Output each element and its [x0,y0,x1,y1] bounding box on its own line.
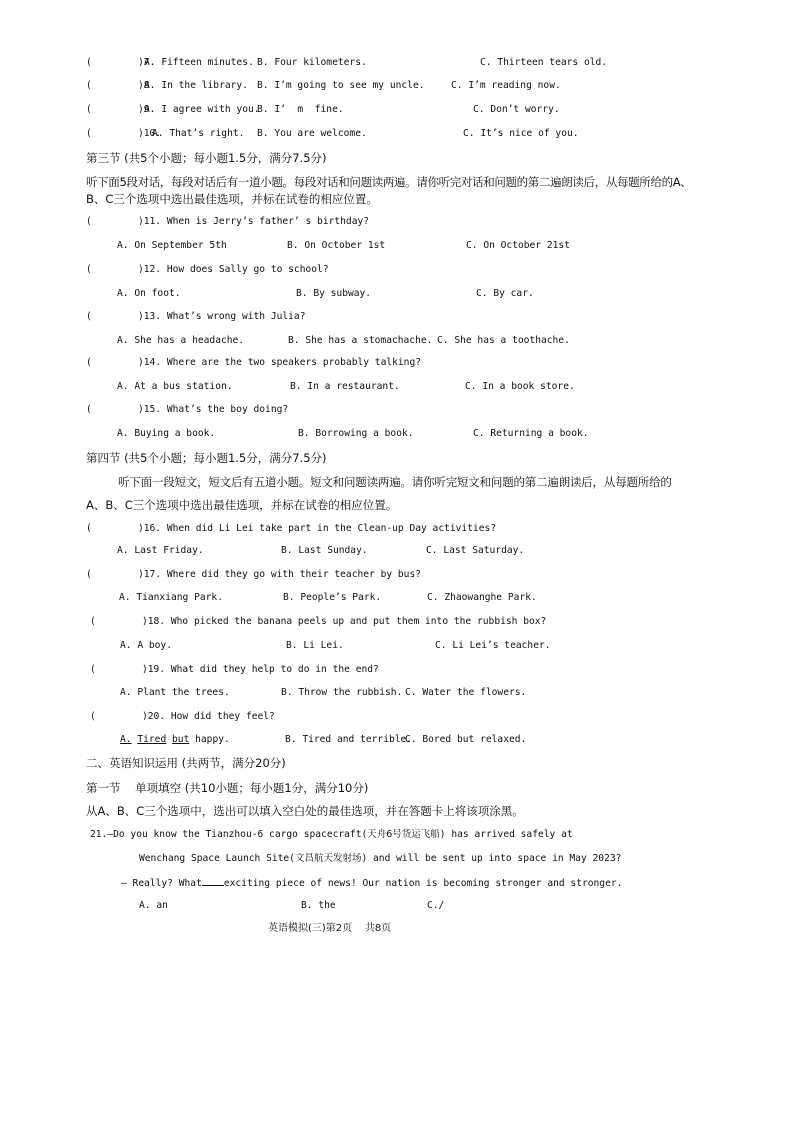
q8-option-c: C. I’m reading now. [451,80,561,91]
q21-blank [202,876,224,886]
q12-option-c: C. By car. [476,288,534,299]
q13-option-a: A. She has a headache. [117,335,245,346]
q9-option-b: B. I’ m fine. [257,104,344,115]
q21-line3-text-b: exciting piece of news! Our nation is becoming stronger and stronger. [223,878,623,889]
q15-option-a: A. Buying a book. [117,428,216,439]
q16-option-a: A. Last Friday. [117,545,204,556]
q11-option-a: A. On September 5th [117,240,227,251]
q7-option-b: B. Four kilometers. [257,57,367,68]
q21-line3 [121,876,622,890]
q17-option-a: A. Tianxiang Park. [119,592,223,603]
q7-option-a: A. Fifteen minutes. [144,57,254,68]
q12-option-a: A. On foot. [117,288,181,299]
section4-header: 第四节 (共5个小题；每小题1.5分，满分7.5分) [86,451,327,465]
q11-stem: ( )11. When is Jerry’s father’ s birthday? [86,216,370,227]
q21-line2-chinese: 文昌航天发射场 [294,853,362,864]
q20-option-a-letter: A. [120,734,132,745]
q21-line1-text-a: 21.—Do you know the Tianzhou-6 cargo spacecraft( [90,829,368,840]
page-footer: 英语模拟(三)第2页 共8页 [268,923,392,934]
section4-instruction-1: 听下面一段短文，短文后有五道小题。短文和问题读两遍。请你听完短文和问题的第二遍朗读后，从每题所给的 [118,475,672,489]
q16-option-c: C. Last Saturday. [426,545,525,556]
q12-option-b: B. By subway. [296,288,372,299]
q8-option-a: A. In the library. [144,80,248,91]
q11-option-c: C. On October 21st [466,240,570,251]
q20-stem: ( )20. How did they feel? [90,711,275,722]
q21-line2-text-a: Wenchang Space Launch Site( [139,853,295,864]
part2-section1-header: 第一节 单项填空 (共10小题；每小题1分，满分10分) [86,781,369,795]
q21-option-a: A. an [139,900,168,911]
q15-stem: ( )15. What’s the boy doing? [86,404,289,415]
q20-option-a-word3: happy. [195,734,230,745]
q15-option-c: C. Returning a book. [473,428,589,439]
section4-instruction-2: A、B、C三个选项中选出最佳选项，并标在试卷的相应位置。 [86,498,398,512]
q10-number: ( )10. [86,128,162,139]
section3-instruction-1: 听下面5段对话，每段对话后有一道小题。每段对话和问题读两遍。请你听完对话和问题的第二遍朗读后，从每题所给的A、 [86,175,692,189]
q21-line1 [90,829,573,841]
q19-option-a: A. Plant the trees. [120,687,230,698]
q12-stem: ( )12. How does Sally go to school? [86,264,329,275]
q14-stem: ( )14. Where are the two speakers probably talking? [86,357,422,368]
q16-stem: ( )16. When did Li Lei take part in the Clean-up Day activities? [86,523,497,534]
q21-line1-text-c: ) has arrived safely at [439,829,573,840]
q13-option-b: B. She has a stomachache. [288,335,433,346]
q17-stem: ( )17. Where did they go with their teacher by bus? [86,569,422,580]
q9-number: ( )9. [86,104,156,115]
q8-option-b: B. I’m going to see my uncle. [257,80,425,91]
q7-option-c: C. Thirteen tears old. [480,57,608,68]
q17-option-c: C. Zhaowanghe Park. [427,592,537,603]
q11-option-b: B. On October 1st [287,240,386,251]
section3-header: 第三节 (共5个小题；每小题1.5分，满分7.5分) [86,151,327,165]
q21-option-b: B. the [301,900,336,911]
q16-option-b: B. Last Sunday. [281,545,368,556]
q13-option-c: C. She has a toothache. [437,335,570,346]
part2-header: 二、英语知识运用 (共两节，满分20分) [86,756,286,770]
q20-option-a-word2: but [172,734,190,745]
q9-option-a: A. I agree with you. [144,104,260,115]
q19-option-c: C. Water the flowers. [405,687,527,698]
q14-option-a: A. At a bus station. [117,381,233,392]
q19-stem: ( )19. What did they help to do in the end? [90,664,379,675]
q18-stem: ( )18. Who picked the banana peels up and put them into the rubbish box? [90,616,547,627]
q10-option-a: A. That’s right. [152,128,245,139]
q10-option-b: B. You are welcome. [257,128,367,139]
q7-number: ( )7. [86,57,156,68]
q9-option-c: C. Don’t worry. [473,104,560,115]
section3-instruction-2: B、C三个选项中选出最佳选项，并标在试卷的相应位置。 [86,192,378,206]
q19-option-b: B. Throw the rubbish. [281,687,403,698]
q21-line2 [139,853,621,865]
q21-option-c: C./ [427,900,445,911]
q15-option-b: B. Borrowing a book. [298,428,414,439]
q14-option-b: B. In a restaurant. [290,381,400,392]
q21-line2-text-c: ) and will be sent up into space in May 2023? [361,853,622,864]
q8-number: ( )8. [86,80,156,91]
q21-line1-chinese: 天舟6号货运飞船 [367,829,440,840]
q17-option-b: B. People’s Park. [283,592,382,603]
q20-option-b: B. Tired and terrible. [285,734,413,745]
q20-option-a-word1: Tired [137,734,167,745]
part2-instruction: 从A、B、C三个选项中，选出可以填入空白处的最佳选项，并在答题卡上将该项涂黑。 [86,804,524,818]
q18-option-a: A. A boy. [120,640,172,651]
q20-option-a [120,734,230,746]
q14-option-c: C. In a book store. [465,381,575,392]
q13-stem: ( )13. What’s wrong with Julia? [86,311,306,322]
q21-line3-text-a: — Really? What [121,878,202,889]
q18-option-b: B. Li Lei. [286,640,344,651]
q20-option-c: C. Bored but relaxed. [405,734,527,745]
q18-option-c: C. Li Lei’s teacher. [435,640,551,651]
q10-option-c: C. It’s nice of you. [463,128,579,139]
